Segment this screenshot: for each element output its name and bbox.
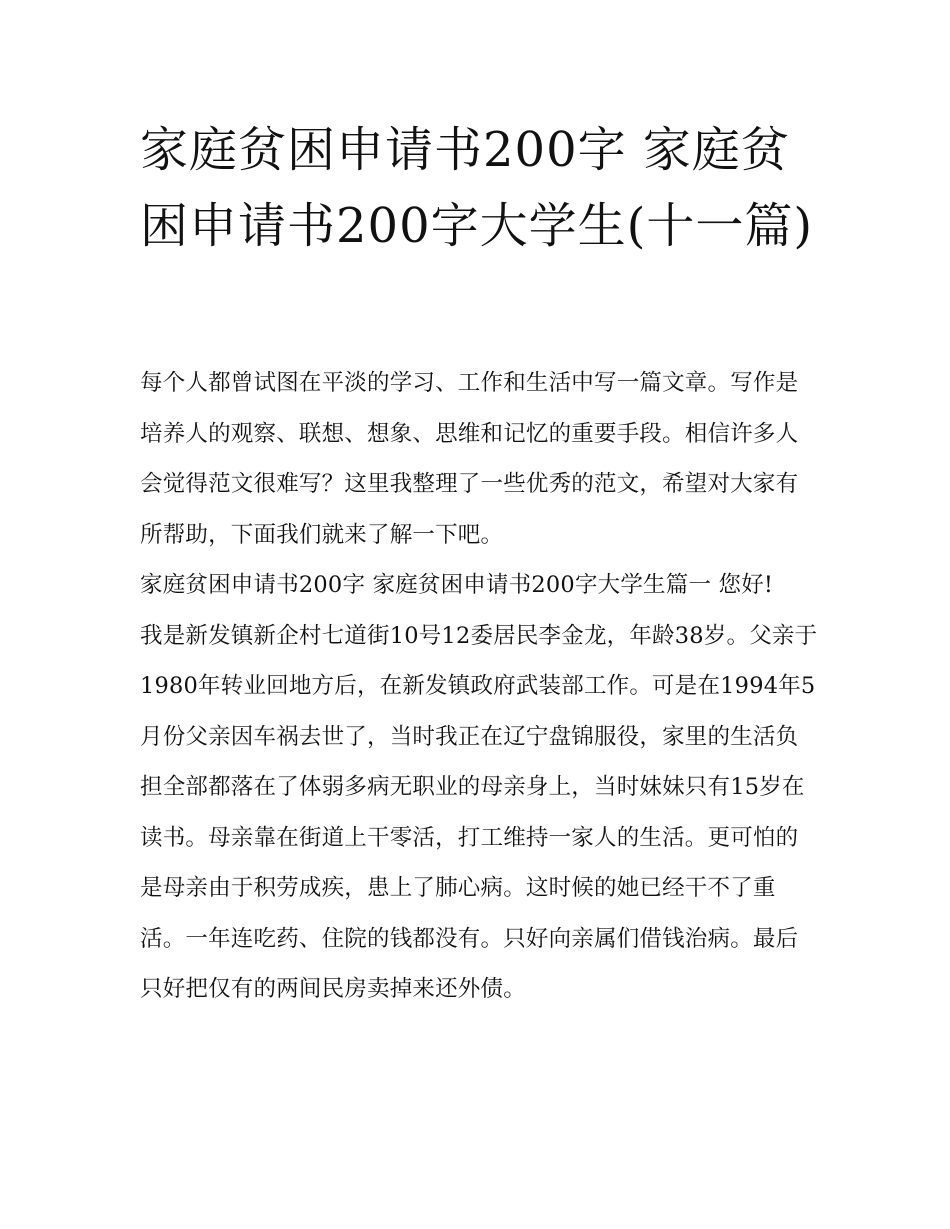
paragraph-letter: 我是新发镇新企村七道街10号12委居民李金龙，年龄38岁。父亲于1980年转业回地方后，在新发镇政府武装部工作。可是在1994年5月份父亲因车祸去世了，当时我正在辽宁盘锦服役，家里的生活负担全部都落在了体弱多病无职业的母亲身上，当时妹妹只有15岁在读书。母亲靠在街道上干零活，打工维持一家人的生活。更可怕的是母亲由于积劳成疾，患上了肺心病。这时候的她已经干不了重活。一年连吃药、住院的钱都没有。只好向亲属们借钱治病。最后只好把仅有的两间民房卖掉来还外债。 bbox=[140, 622, 818, 1002]
document-title: 家庭贫困申请书200字 家庭贫困申请书200字大学生(十一篇) bbox=[140, 122, 814, 254]
paragraph-heading: 家庭贫困申请书200字 家庭贫困申请书200字大学生篇一 您好! bbox=[140, 572, 774, 598]
document-body bbox=[140, 358, 820, 1015]
paragraph-intro: 每个人都曾试图在平淡的学习、工作和生活中写一篇文章。写作是培养人的观察、联想、想象、思维和记忆的重要手段。相信许多人会觉得范文很难写？这里我整理了一些优秀的范文，希望对大家有所帮助，下面我们就来了解一下吧。 bbox=[140, 370, 799, 548]
